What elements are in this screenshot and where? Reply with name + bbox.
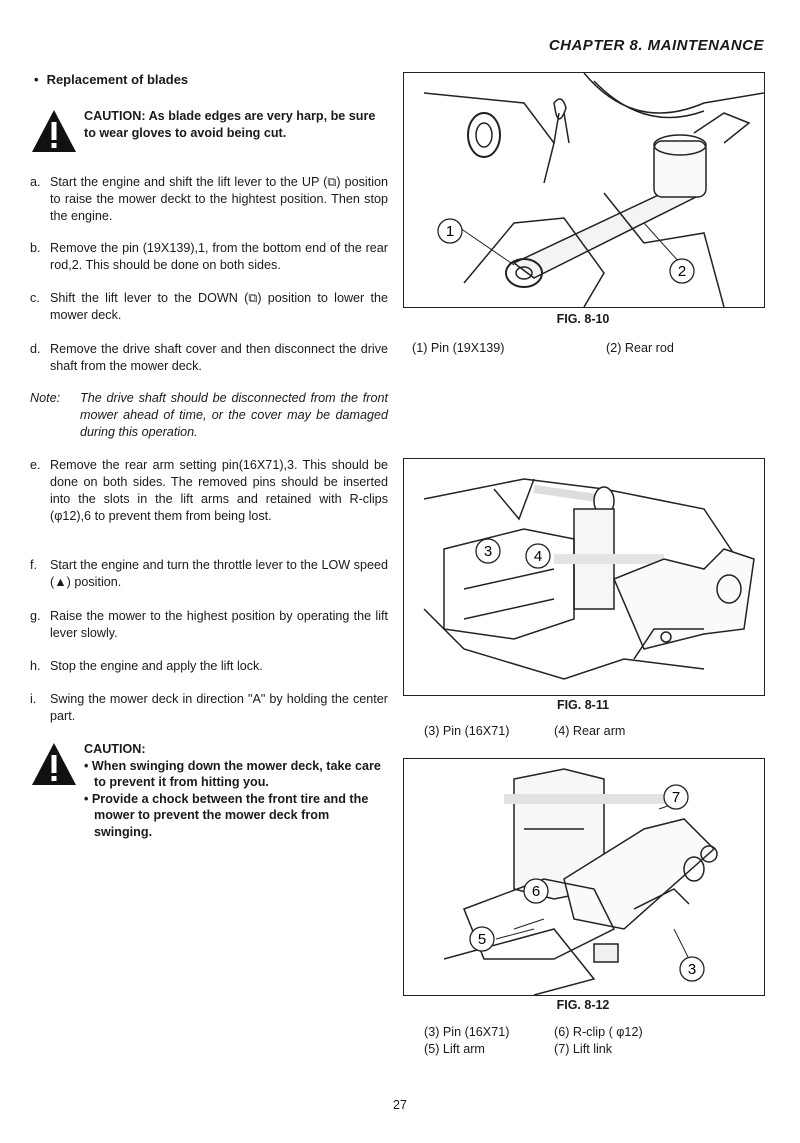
section-title: • Replacement of blades [34, 72, 189, 87]
caution-text: CAUTION: As blade edges are very harp, be sure to wear gloves to avoid being cut. [84, 109, 376, 140]
warning-icon [30, 741, 78, 787]
step-c: c. Shift the lift lever to the DOWN (⧉) position to lower the mower deck. [30, 291, 388, 322]
figure-caption: FIG. 8-10 [556, 312, 610, 326]
figure-8-12 [403, 758, 765, 996]
caution-text: CAUTION: • When swinging down the mower deck, take care to prevent it from hitting you. • Provide a chock between the front tire and the mower to prevent the mower deck from swinging. [84, 742, 381, 839]
pin-rear-rod-illustration [404, 73, 764, 307]
step-e: e. Remove the rear arm setting pin(16X71),3. This should be done on both sides. The removed pins should be inserted into the slots in the lift arms and retained with R-clips (φ12),6 to prevent them from being lost. [30, 458, 388, 523]
figure-caption: FIG. 8-12 [556, 998, 610, 1012]
legend-item: (4) Rear arm [554, 724, 626, 738]
caution-block-swing [30, 741, 388, 851]
figure-8-10 [403, 72, 765, 308]
step-b: b. Remove the pin (19X139),1, from the bottom end of the rear rod,2. This should be done on both sides. [30, 241, 388, 272]
lift-arm-illustration [404, 759, 764, 995]
figure-caption: FIG. 8-11 [556, 698, 610, 712]
callout-label: 2 [677, 263, 687, 280]
step-f: f. Start the engine and turn the throttle lever to the LOW speed (▲) position. [30, 558, 388, 589]
note-block: Note: The drive shaft should be disconnected from the front mower ahead of time, or the cover may be damaged during this operation. [30, 391, 388, 439]
legend-item: (6) R-clip ( φ12) [554, 1025, 643, 1039]
legend-item: (2) Rear rod [606, 341, 674, 355]
page-number: 27 [393, 1098, 407, 1112]
step-d: d. Remove the drive shaft cover and then disconnect the drive shaft from the mower deck. [30, 342, 388, 373]
legend-item: (3) Pin (16X71) [424, 1025, 510, 1039]
caution-block-blades [30, 108, 388, 154]
callout-label: 4 [533, 548, 543, 565]
rear-arm-illustration [404, 459, 764, 695]
callout-label: 3 [687, 961, 697, 978]
chapter-header: CHAPTER 8. MAINTENANCE [548, 37, 764, 54]
legend-item: (5) Lift arm [424, 1042, 485, 1056]
callout-label: 6 [531, 883, 541, 900]
step-i: i. Swing the mower deck in direction "A" by holding the center part. [30, 692, 388, 723]
legend-item: (3) Pin (16X71) [424, 724, 510, 738]
warning-icon [30, 108, 78, 154]
step-h: h. Stop the engine and apply the lift lock. [30, 659, 263, 673]
callout-label: 7 [671, 789, 681, 806]
legend-item: (7) Lift link [554, 1042, 613, 1056]
figure-8-11 [403, 458, 765, 696]
step-a: a. Start the engine and shift the lift lever to the UP (⧉) position to raise the mower deckt to the hightest position. Then stop the engine. [30, 175, 388, 223]
step-g: g. Raise the mower to the highest position by operating the lift lever slowly. [30, 609, 388, 640]
callout-label: 3 [483, 543, 493, 560]
callout-label: 1 [445, 223, 455, 240]
callout-label: 5 [477, 931, 487, 948]
legend-item: (1) Pin (19X139) [412, 341, 505, 355]
